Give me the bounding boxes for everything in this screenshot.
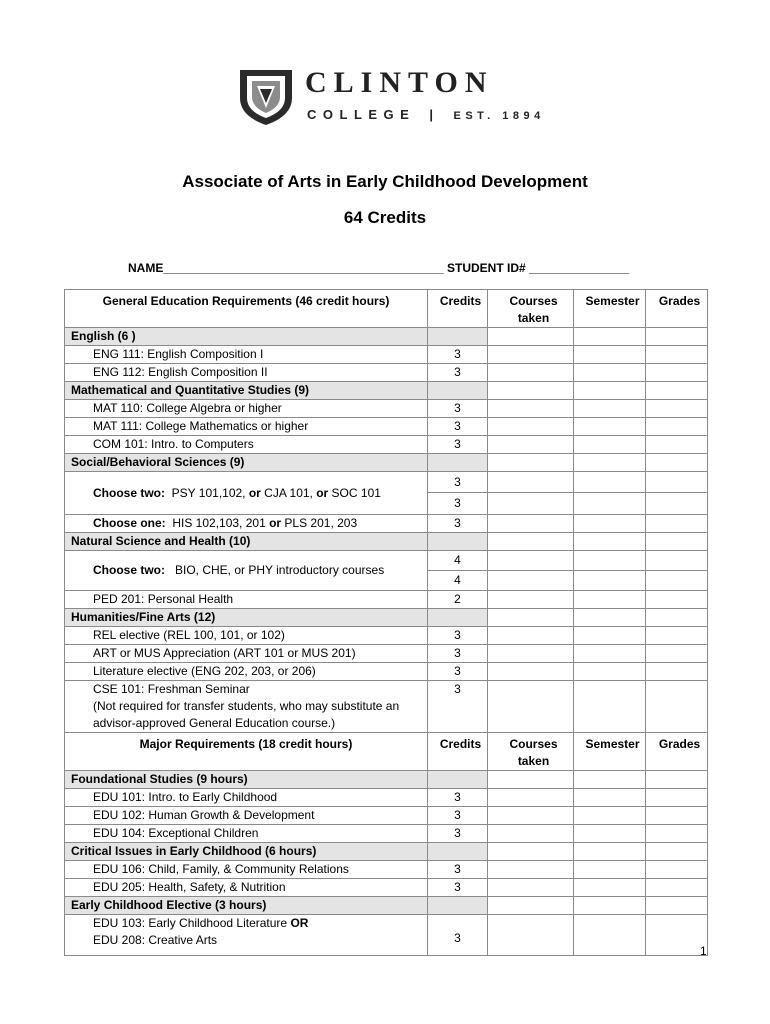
- cse-line: CSE 101: Freshman Seminar: [93, 682, 250, 696]
- logo-wordmark: CLINTON: [305, 66, 494, 99]
- table-row: [65, 915, 708, 956]
- courses-taken-cell[interactable]: [488, 627, 574, 645]
- courses-taken-cell[interactable]: [488, 418, 574, 436]
- semester-cell[interactable]: [574, 627, 646, 645]
- semester-cell[interactable]: [574, 346, 646, 364]
- course-options: PLS 201, 203: [281, 516, 358, 530]
- courses-taken-cell[interactable]: [488, 591, 574, 609]
- course-credits: 4: [428, 571, 488, 591]
- section-english: [65, 328, 708, 346]
- semester-cell[interactable]: [574, 551, 646, 571]
- course-options: SOC 101: [328, 485, 381, 500]
- page-title: Associate of Arts in Early Childhood Development: [182, 172, 588, 191]
- course-credits: 3: [428, 627, 488, 645]
- course-options: HIS 102,103, 201: [165, 516, 270, 530]
- grade-cell[interactable]: [646, 915, 708, 956]
- semester-cell[interactable]: [574, 789, 646, 807]
- grade-cell[interactable]: [646, 472, 708, 493]
- grade-cell[interactable]: [646, 551, 708, 571]
- course-credits: 3: [428, 346, 488, 364]
- course-name: MAT 110: College Algebra or higher: [65, 400, 428, 418]
- course-name: [65, 515, 428, 533]
- course-name: EDU 104: Exceptional Children: [65, 825, 428, 843]
- elective-option: [93, 915, 427, 932]
- course-name: [65, 681, 428, 733]
- grade-cell[interactable]: [646, 681, 708, 733]
- semester-cell[interactable]: [574, 861, 646, 879]
- courses-taken-cell[interactable]: [488, 400, 574, 418]
- semester-cell[interactable]: [574, 418, 646, 436]
- courses-taken-cell[interactable]: [488, 472, 574, 493]
- courses-taken-cell[interactable]: [488, 364, 574, 382]
- table-row: [65, 472, 708, 493]
- table-row: [65, 825, 708, 843]
- name-label: NAME: [128, 261, 164, 275]
- logo-established: EST. 1894: [453, 110, 545, 122]
- course-credits: 3: [428, 400, 488, 418]
- course-credits: 3: [428, 915, 488, 956]
- choose-label: Choose one:: [93, 516, 166, 530]
- semester-cell[interactable]: [574, 400, 646, 418]
- page-number: 1: [700, 944, 707, 958]
- section-critical-issues: [65, 843, 708, 861]
- name-student-id-row: [128, 261, 629, 275]
- table-row: [65, 879, 708, 897]
- table-row: [65, 861, 708, 879]
- courses-taken-header: Courses taken: [488, 733, 574, 771]
- course-credits: 3: [428, 493, 488, 515]
- courses-taken-header: Courses taken: [488, 290, 574, 328]
- grade-cell[interactable]: [646, 493, 708, 515]
- courses-taken-cell[interactable]: [488, 493, 574, 515]
- college-logo: [238, 66, 545, 126]
- table-row: [65, 515, 708, 533]
- course-credits: 3: [428, 663, 488, 681]
- section-foundational: [65, 771, 708, 789]
- section-title: Foundational Studies (9 hours): [65, 771, 428, 789]
- logo-college: COLLEGE: [307, 107, 416, 122]
- grade-cell[interactable]: [646, 400, 708, 418]
- course-name: MAT 111: College Mathematics or higher: [65, 418, 428, 436]
- section-science: [65, 533, 708, 551]
- table-row: [65, 436, 708, 454]
- courses-taken-cell[interactable]: [488, 879, 574, 897]
- student-id-label: STUDENT ID#: [447, 261, 526, 275]
- total-credits: 64 Credits: [343, 208, 427, 227]
- credits-header: Credits: [428, 290, 488, 328]
- grade-cell[interactable]: [646, 591, 708, 609]
- semester-cell[interactable]: [574, 515, 646, 533]
- courses-taken-cell[interactable]: [488, 346, 574, 364]
- courses-taken-cell[interactable]: [488, 807, 574, 825]
- course-credits: 4: [428, 551, 488, 571]
- course-name: ENG 112: English Composition II: [65, 364, 428, 382]
- credits-header: Credits: [428, 733, 488, 771]
- course-credits: 3: [428, 825, 488, 843]
- courses-taken-cell[interactable]: [488, 915, 574, 956]
- course-credits: 3: [428, 436, 488, 454]
- grade-cell[interactable]: [646, 436, 708, 454]
- section-social: [65, 454, 708, 472]
- semester-cell[interactable]: [574, 807, 646, 825]
- table-row: [65, 591, 708, 609]
- table-row: [65, 645, 708, 663]
- section-title: Social/Behavioral Sciences (9): [65, 454, 428, 472]
- semester-cell[interactable]: [574, 663, 646, 681]
- course-credits: 3: [428, 681, 488, 733]
- grades-header: Grades: [646, 290, 708, 328]
- section-elective: [65, 897, 708, 915]
- grade-cell[interactable]: [646, 571, 708, 591]
- major-header: Major Requirements (18 credit hours): [65, 733, 428, 771]
- section-math: [65, 382, 708, 400]
- table-row: [65, 663, 708, 681]
- section-title: Critical Issues in Early Childhood (6 hours): [65, 843, 428, 861]
- gen-ed-header: General Education Requirements (46 credit hours): [65, 290, 428, 328]
- semester-cell[interactable]: [574, 571, 646, 591]
- grade-cell[interactable]: [646, 789, 708, 807]
- grade-cell[interactable]: [646, 515, 708, 533]
- table-row: [65, 364, 708, 382]
- courses-taken-cell[interactable]: [488, 551, 574, 571]
- courses-taken-cell[interactable]: [488, 825, 574, 843]
- student-id-field[interactable]: _______________: [529, 261, 630, 275]
- grade-cell[interactable]: [646, 364, 708, 382]
- semester-header: Semester: [574, 290, 646, 328]
- or-keyword: or: [316, 485, 329, 500]
- courses-taken-cell[interactable]: [488, 681, 574, 733]
- grade-cell[interactable]: [646, 645, 708, 663]
- grade-cell[interactable]: [646, 879, 708, 897]
- course-credits: 2: [428, 591, 488, 609]
- requirements-table: [64, 289, 708, 956]
- grade-cell[interactable]: [646, 807, 708, 825]
- grade-cell[interactable]: [646, 627, 708, 645]
- grade-cell[interactable]: [646, 825, 708, 843]
- courses-taken-cell[interactable]: [488, 663, 574, 681]
- or-keyword: or: [248, 485, 261, 500]
- course-name: PED 201: Personal Health: [65, 591, 428, 609]
- table-row: [65, 346, 708, 364]
- table-row: [65, 789, 708, 807]
- course-name: ART or MUS Appreciation (ART 101 or MUS 201): [65, 645, 428, 663]
- course-name: ENG 111: English Composition I: [65, 346, 428, 364]
- grade-cell[interactable]: [646, 663, 708, 681]
- course-credits: 3: [428, 789, 488, 807]
- grades-header: Grades: [646, 733, 708, 771]
- course-credits: 3: [428, 645, 488, 663]
- semester-cell[interactable]: [574, 681, 646, 733]
- course-name: EDU 102: Human Growth & Development: [65, 807, 428, 825]
- section-title: English (6 ): [65, 328, 428, 346]
- semester-cell[interactable]: [574, 645, 646, 663]
- course-options: BIO, CHE, or PHY introductory courses: [165, 563, 385, 577]
- table-row: [65, 551, 708, 571]
- logo-separator: |: [429, 107, 440, 122]
- cse-note: (Not required for transfer students, who may substitute an: [93, 699, 400, 713]
- course-credits: 3: [428, 879, 488, 897]
- table-row: [65, 681, 708, 733]
- semester-cell[interactable]: [574, 493, 646, 515]
- course-name: REL elective (REL 100, 101, or 102): [65, 627, 428, 645]
- course-name: [65, 915, 428, 956]
- section-humanities: [65, 609, 708, 627]
- course-name: Literature elective (ENG 202, 203, or 206): [65, 663, 428, 681]
- name-field[interactable]: __________________________________________: [163, 261, 444, 275]
- semester-header: Semester: [574, 733, 646, 771]
- table-row: [65, 418, 708, 436]
- course-credits: 3: [428, 472, 488, 493]
- choose-label: Choose two:: [93, 563, 165, 577]
- cse-note: advisor-approved General Education course.): [93, 716, 336, 730]
- elective-option: EDU 208: Creative Arts: [93, 933, 218, 947]
- section-title: Early Childhood Elective (3 hours): [65, 897, 428, 915]
- course-credits: 3: [428, 418, 488, 436]
- course-name: [65, 551, 428, 591]
- grade-cell[interactable]: [646, 418, 708, 436]
- major-header-row: [65, 733, 708, 771]
- section-title: Natural Science and Health (10): [65, 533, 428, 551]
- course-name: EDU 101: Intro. to Early Childhood: [65, 789, 428, 807]
- courses-taken-cell[interactable]: [488, 645, 574, 663]
- or-keyword: or: [269, 516, 282, 530]
- grade-cell[interactable]: [646, 346, 708, 364]
- course-name: EDU 106: Child, Family, & Community Relations: [65, 861, 428, 879]
- choose-label: Choose two:: [93, 485, 165, 500]
- course-credits: 3: [428, 364, 488, 382]
- semester-cell[interactable]: [574, 591, 646, 609]
- shield-logo-icon: [238, 68, 294, 126]
- courses-taken-cell[interactable]: [488, 436, 574, 454]
- courses-taken-cell[interactable]: [488, 571, 574, 591]
- semester-cell[interactable]: [574, 472, 646, 493]
- section-title: Mathematical and Quantitative Studies (9): [65, 382, 428, 400]
- grade-cell[interactable]: [646, 861, 708, 879]
- section-title: Humanities/Fine Arts (12): [65, 609, 428, 627]
- gen-ed-header-row: [65, 290, 708, 328]
- semester-cell[interactable]: [574, 879, 646, 897]
- or-keyword: OR: [290, 916, 309, 930]
- course-credits: 3: [428, 807, 488, 825]
- course-options: CJA 101,: [260, 485, 317, 500]
- semester-cell[interactable]: [574, 915, 646, 956]
- course-name: EDU 205: Health, Safety, & Nutrition: [65, 879, 428, 897]
- courses-taken-cell[interactable]: [488, 515, 574, 533]
- semester-cell[interactable]: [574, 364, 646, 382]
- courses-taken-cell[interactable]: [488, 789, 574, 807]
- course-credits: 3: [428, 515, 488, 533]
- course-options: PSY 101,102,: [165, 485, 249, 500]
- course-credits: 3: [428, 861, 488, 879]
- logo-subline: [307, 107, 545, 122]
- table-row: [65, 400, 708, 418]
- courses-taken-cell[interactable]: [488, 861, 574, 879]
- semester-cell[interactable]: [574, 825, 646, 843]
- course-name: [65, 472, 428, 515]
- table-row: [65, 627, 708, 645]
- course-name: COM 101: Intro. to Computers: [65, 436, 428, 454]
- semester-cell[interactable]: [574, 436, 646, 454]
- table-row: [65, 807, 708, 825]
- elective-course: EDU 103: Early Childhood Literature: [93, 916, 291, 930]
